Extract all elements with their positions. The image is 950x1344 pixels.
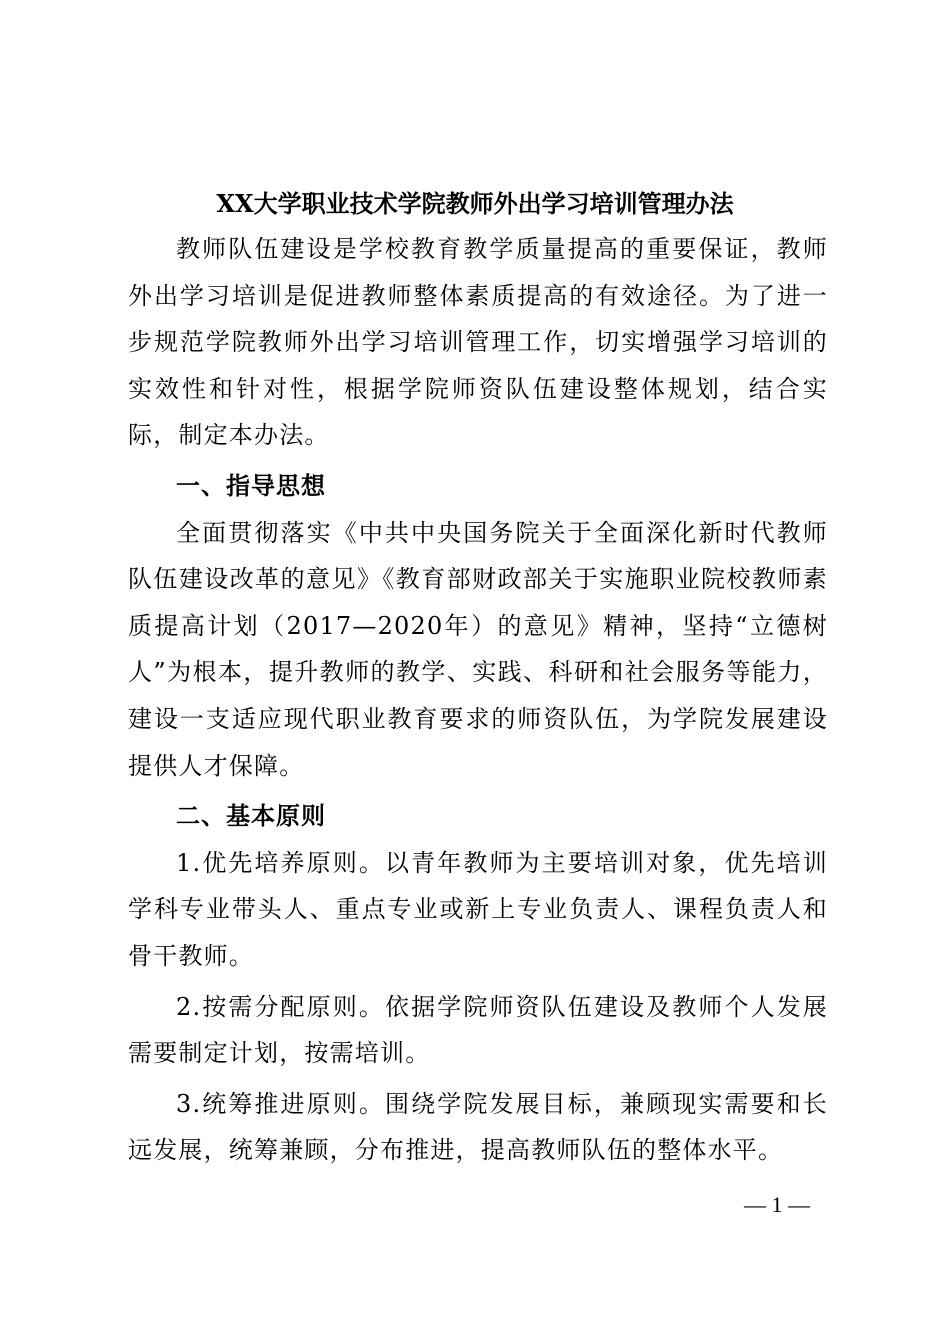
- page-number: — 1 —: [744, 1192, 810, 1217]
- principle-paragraph-3: 3.统筹推进原则。围绕学院发展目标，兼顾现实需要和长远发展，统筹兼顾，分布推进，提高教师队伍的整体水平。: [128, 1089, 828, 1165]
- principle-paragraph-1: 1.优先培养原则。以青年教师为主要培训对象，优先培训学科专业带头人、重点专业或新上专业负责人、课程负责人和骨干教师。: [128, 848, 828, 970]
- section-paragraph-guiding-ideology: 全面贯彻落实《中共中央国务院关于全面深化新时代教师队伍建设改革的意见》《教育部财政部关于实施职业院校教师素质提高计划（2017—2020年）的意见》精神，坚持“立德树人”为根本，提升教师的教学、实践、科研和社会服务等能力，建设一支适应现代职业教育要求的师资队伍，为学院发展建设提供人才保障。: [128, 518, 828, 780]
- document-body: [128, 226, 828, 1174]
- document-title: XX大学职业技术学院教师外出学习培训管理办法: [216, 189, 734, 218]
- principle-paragraph-2: 2.按需分配原则。依据学院师资队伍建设及教师个人发展需要制定计划，按需培训。: [128, 992, 828, 1068]
- section-heading-basic-principles: 二、基本原则: [176, 802, 326, 831]
- section-heading-guiding-ideology: 一、指导思想: [176, 471, 326, 500]
- intro-paragraph: 教师队伍建设是学校教育教学质量提高的重要保证，教师外出学习培训是促进教师整体素质提高的有效途径。为了进一步规范学院教师外出学习培训管理工作，切实增强学习培训的实效性和针对性，根据学院师资队伍建设整体规划，结合实际，制定本办法。: [128, 235, 828, 450]
